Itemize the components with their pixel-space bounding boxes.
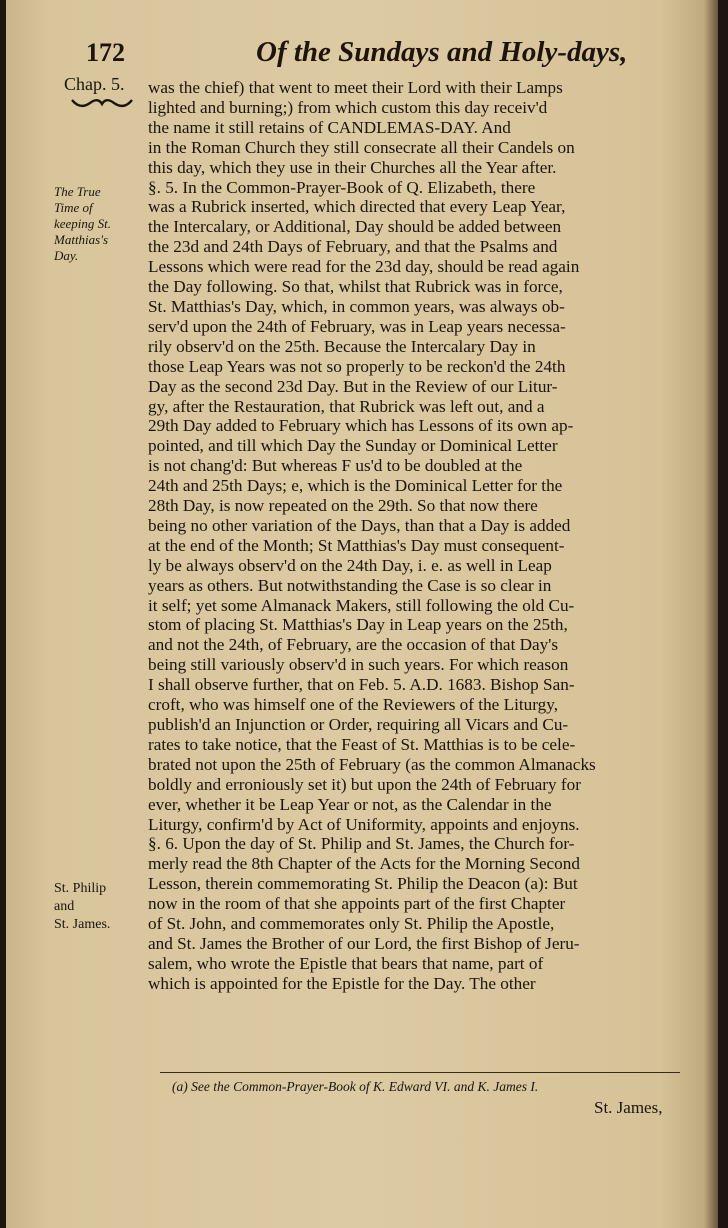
text-line: the Day following. So that, whilst that Rubrick was in force,	[148, 277, 563, 297]
margin-note-line: The True	[54, 184, 101, 199]
text-line: the name it still retains of CANDLEMAS-DAY. And	[148, 117, 511, 137]
text-line: rily observ'd on the 25th. Because the Intercalary Day in	[148, 336, 536, 356]
margin-note-true-time	[54, 184, 111, 264]
margin-note-line: Matthias's	[54, 232, 109, 247]
text-line: salem, who wrote the Epistle that bears that name, part of	[148, 953, 544, 973]
text-line: years as others. But notwithstanding the Case is so clear in	[148, 575, 552, 595]
text-line: rates to take notice, that the Feast of St. Matthias is to be cele-	[148, 734, 576, 754]
margin-note-line: and	[54, 899, 75, 914]
chapter-marker: Chap. 5.	[64, 74, 125, 94]
margin-note-line: keeping St.	[54, 216, 112, 231]
text-line: in the Roman Church they still consecrate all their Candels on	[148, 137, 575, 157]
text-line: those Leap Years was not so properly to be reckon'd the 24th	[148, 356, 566, 376]
text-line: §. 6. Upon the day of St. Philip and St. James, the Church for-	[148, 834, 575, 854]
margin-note-line: Day.	[54, 248, 79, 263]
text-line: Lessons which were read for the 23d day, should be read again	[148, 257, 580, 277]
text-line: stom of placing St. Matthias's Day in Leap years on the 25th,	[148, 615, 568, 635]
text-line: 24th and 25th Days; e, which is the Dominical Letter for the	[148, 476, 563, 496]
text-line: 28th Day, is now repeated on the 29th. So that now there	[148, 496, 538, 516]
running-head: Of the Sundays and Holy-days,	[256, 36, 628, 68]
catchword: St. James,	[594, 1098, 663, 1117]
text-line: ly be always observ'd on the 24th Day, i. e. as well in Leap	[148, 555, 552, 575]
margin-note-line: St. Philip	[54, 881, 107, 896]
text-line: at the end of the Month; St Matthias's Day must consequent-	[148, 535, 565, 555]
text-line: the 23d and 24th Days of February, and that the Psalms and	[148, 237, 558, 257]
page-header	[86, 38, 646, 72]
text-line: pointed, and till which Day the Sunday or Dominical Letter	[148, 436, 558, 456]
text-line: was a Rubrick inserted, which directed that every Leap Year,	[148, 197, 566, 217]
text-line: 29th Day added to February which has Lessons of its own ap-	[148, 416, 574, 436]
text-line: Liturgy, confirm'd by Act of Uniformity, appoints and enjoyns.	[148, 814, 580, 834]
text-line: being still variously observ'd in such years. For which reason	[148, 655, 569, 675]
footnote-rule	[160, 1072, 680, 1073]
text-line: publish'd an Injunction or Order, requiring all Vicars and Cu-	[148, 715, 569, 734]
footnote: (a) See the Common-Prayer-Book of K. Edward VI. and K. James I.	[172, 1079, 539, 1094]
page-number: 172	[86, 38, 125, 67]
text-line: merly read the 8th Chapter of the Acts for the Morning Second	[148, 854, 580, 874]
text-line: serv'd upon the 24th of February, was in Leap years necessa-	[148, 316, 566, 336]
text-line: being no other variation of the Days, than that a Day is added	[148, 515, 571, 535]
text-line: now in the room of that she appoints part of the first Chapter	[148, 894, 566, 914]
body-text	[148, 78, 700, 994]
book-page	[6, 0, 718, 1228]
text-line: croft, who was himself one of the Reviewers of the Liturgy,	[148, 695, 559, 715]
text-line: lighted and burning;) from which custom this day receiv'd	[148, 97, 548, 117]
text-line: ever, whether it be Leap Year or not, as the Calendar in the	[148, 794, 552, 814]
text-line: and St. James the Brother of our Lord, the first Bishop of Jeru-	[148, 933, 580, 953]
text-line: St. Matthias's Day, which, in common years, was always ob-	[148, 296, 565, 316]
text-line: the Intercalary, or Additional, Day should be added between	[148, 217, 562, 237]
text-line: gy, after the Restauration, that Rubrick was left out, and a	[148, 396, 545, 416]
text-line: Day as the second 23d Day. But in the Review of our Litur-	[148, 376, 558, 396]
margin-note-philip-james	[54, 880, 110, 934]
margin-note-line: Time of	[54, 200, 93, 215]
text-line: boldly and erroniously set it) but upon the 24th of February for	[148, 774, 581, 794]
flourish-ornament-icon	[70, 96, 134, 110]
text-line: §. 5. In the Common-Prayer-Book of Q. Elizabeth, there	[148, 177, 536, 197]
text-line: is not chang'd: But whereas F us'd to be doubled at the	[148, 456, 523, 476]
text-line: which is appointed for the Epistle for the Day. The other	[148, 973, 536, 993]
text-line: it self; yet some Almanack Makers, still following the old Cu-	[148, 595, 575, 615]
text-line: brated not upon the 25th of February (as the common Almanacks	[148, 754, 596, 774]
margin-note-line: St. James.	[54, 917, 111, 932]
text-line: Lesson, therein commemorating St. Philip the Deacon (a): But	[148, 874, 578, 894]
text-line: and not the 24th, of February, are the occasion of that Day's	[148, 635, 559, 655]
text-line: I shall observe further, that on Feb. 5. A.D. 1683. Bishop San-	[148, 675, 575, 695]
text-line: this day, which they use in their Churches all the Year after.	[148, 157, 557, 177]
text-line: of St. John, and commemorates only St. Philip the Apostle,	[148, 914, 555, 934]
text-line: was the chief) that went to meet their Lord with their Lamps	[148, 78, 563, 97]
